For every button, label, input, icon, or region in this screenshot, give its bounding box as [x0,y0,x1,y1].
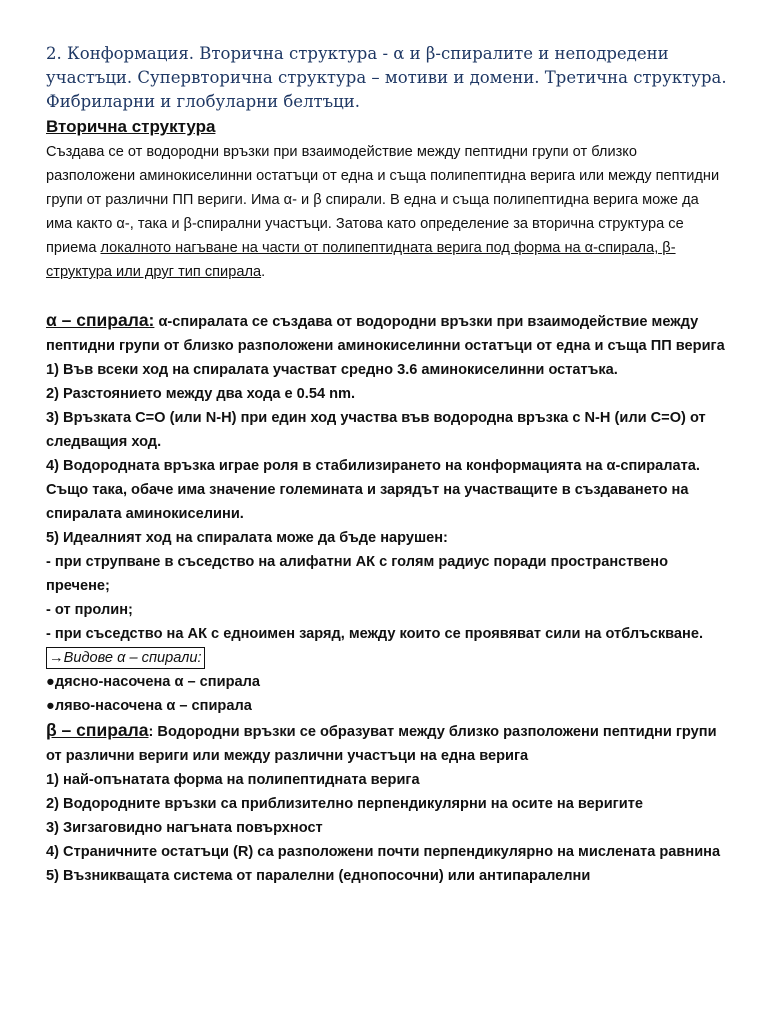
secondary-text: Създава се от водородни връзки при взаимодействие между пептидни групи от близко разположени аминокиселинни остатъци от една и съща полипептидна верига или между пептидни групи от различни ПП вериги. Има α- и β спирали. В една и съща полипептидна верига може да има както α-, така и β-спирални участъци. Затова като определение за вторична структура се приема [46,144,720,256]
document-title: 2. Конформация. Вторична структура - α и β-спиралите и неподредени участъци. Супервторична структура – мотиви и домени. Третична структура. Фибриларни и глобуларни белтъци. [46,44,727,111]
alpha-item-5: 5) Идеалният ход на спиралата може да бъде нарушен: [46,530,448,546]
secondary-end: . [261,264,266,280]
alpha-item-1: 1) Във всеки ход на спиралата участват средно 3.6 аминокиселинни остатъка. [46,362,618,378]
right-arrow-icon: → [49,650,64,666]
beta-item-5: 5) Възникващата система от паралелни (еднопосочни) или антипаралелни [46,868,591,884]
alpha-intro: α-спиралата се създава от водородни връзки при взаимодействие между пептидни групи от близко разположени аминокиселинни остатъци от една и съща ПП верига [46,314,725,354]
spacer [46,284,728,308]
alpha-intro-paragraph [46,308,728,358]
alpha-item-4: 4) Водородната връзка играе роля в стабилизирането на конформацията на α-спиралата. Също така, обаче има значение големината и зарядът на участващите в създаването на спиралата аминокиселини. [46,458,700,522]
beta-item-1: 1) най-опънатата форма на полипептидната верига [46,772,420,788]
alpha-type-2: ●ляво-насочена α – спирала [46,698,252,714]
alpha-types-box [46,647,205,669]
beta-colon: : [148,724,154,740]
secondary-definition: локалното нагъване на части от полипептидната верига под форма на α-спирала, β-структура или друг тип спирала [46,240,676,280]
alpha-sub-1: - при струпване в съседство на алифатни АК с голям радиус поради пространствено пречене; [46,554,669,594]
beta-item-4: 4) Страничните остатъци (R) са разположени почти перпендикулярно на мислената равнина [46,844,721,860]
beta-heading: β – спирала [46,720,149,740]
alpha-types-label: Видове α – спирали: [63,650,202,666]
secondary-structure-paragraph [46,140,728,284]
beta-intro-paragraph [46,718,728,768]
alpha-heading: α – спирала: [46,310,155,330]
secondary-structure-heading: Вторична структура [46,117,216,136]
beta-intro: Водородни връзки се образуват между близко разположени пептидни групи от различни вериги или между различни участъци на една верига [46,724,717,764]
alpha-item-3: 3) Връзката C=O (или N-H) при един ход участва във водородна връзка с N-H (или C=O) от следващия ход. [46,410,706,450]
alpha-item-2: 2) Разстоянието между два хода е 0.54 nm. [46,386,356,402]
alpha-sub-3: - при съседство на АК с едноимен заряд, между които се проявяват сили на отблъскване. [46,626,704,642]
alpha-sub-2: - от пролин; [46,602,133,618]
beta-item-3: 3) Зигзаговидно нагъната повърхност [46,820,323,836]
alpha-type-1: ●дясно-насочена α – спирала [46,674,260,690]
beta-item-2: 2) Водородните връзки са приблизително перпендикулярни на осите на веригите [46,796,643,812]
alpha-types-line [46,646,728,670]
